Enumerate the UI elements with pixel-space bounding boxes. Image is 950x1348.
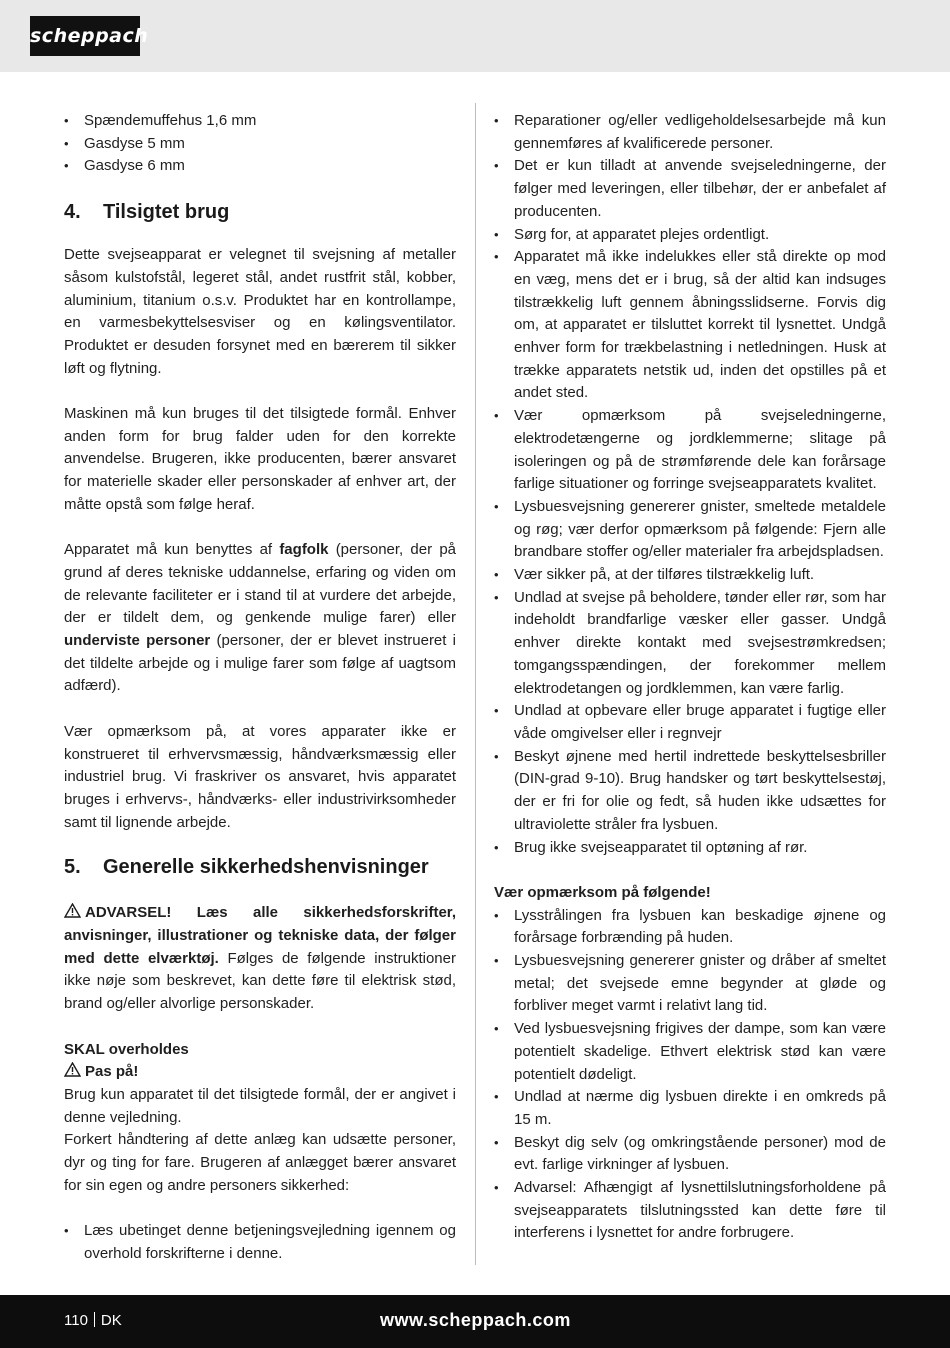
paragraph: Dette svejseapparat er velegnet til svejsning af metaller såsom kulstofstål, legeret stål, andet rustfrit stål, kobber, aluminium, titanium o.s.v. Produktet har en kontrollampe, en varmesbekyttelsesviser og en kølingsventilator. Produktet er desuden forsynet med en bærerem til sikker løft og flytning. (64, 246, 456, 377)
section-5-heading (64, 854, 456, 880)
list-item: • Gasdyse 5 mm (64, 133, 456, 156)
list-item: • Undlad at opbevare eller bruge apparatet i fugtige eller våde omgivelser eller i regnvejr (494, 700, 886, 745)
list-item: • Lysbuesvejsning genererer gnister, smeltede metaldele og røg; vær derfor opmærksom på følgende: Fjern alle brandbare stoffer og/eller materialer fra arbejdspladsen. (494, 496, 886, 564)
safety-list (494, 110, 886, 859)
paragraph: Forkert håndtering af dette anlæg kan udsætte personer, dyr og ting for fare. Brugeren af anlægget bærer ansvaret for sin egen og andre personers sikkerhed: (64, 1131, 456, 1194)
list-item: • Lysstrålingen fra lysbuen kan beskadige øjnene og forårsage forbrænding på huden. (494, 905, 886, 950)
paragraph: Brug kun apparatet til det tilsigtede formål, der er angivet i denne vejledning. (64, 1085, 456, 1126)
attention-list (494, 905, 886, 1246)
parts-list (64, 110, 456, 178)
list-item: • Beskyt dig selv (og omkringstående personer) mod de evt. farlige virkninger af lysbuen. (494, 1132, 886, 1177)
section-number: 4. (64, 201, 81, 224)
left-column (64, 110, 456, 1266)
page-number: 110 DK (64, 1312, 122, 1329)
list-item: • Undlad at svejse på beholdere, tønder eller rør, som har indeholdt brandfarlige væsker eller gasser. Undgå enhver direkte kontakt med svejsestrømkredsen; tomgangsspændingen, der forekommer mellem elektrodetangen og jordklemmen, kan være farlig. (494, 587, 886, 701)
list-item: • Advarsel: Afhængigt af lysnettilslutningsforholdene på svejseapparatets tilslutningssted kan dette føre til interferens i lysnettet for andre forbrugere. (494, 1177, 886, 1245)
bottom-list (64, 1220, 456, 1265)
list-item: • Beskyt øjnene med hertil indrettede beskyttelsesbriller (DIN-grad 9-10). Brug handsker og tørt beskyttelsestøj, der er fri for olie og fedt, så huden ikke udsættes for ultraviolette stråler fra lysbuen. (494, 746, 886, 837)
list-item: • Sørg for, at apparatet plejes ordentligt. (494, 224, 886, 247)
skal-heading: SKAL overholdes (64, 1040, 189, 1058)
list-item: • Vær sikker på, at der tilføres tilstrækkelig luft. (494, 564, 886, 587)
list-item: • Læs ubetinget denne betjeningsvejledning igennem og overhold forskrifterne i denne. (64, 1220, 456, 1265)
caution-label: Pas på! (64, 1061, 456, 1084)
list-item: • Apparatet må ikke indelukkes eller stå direkte op mod en væg, mens det er i brug, så der altid kan indsuges tilstrækkelig luft gennem åbningsslidserne. Forvis dig om, at apparatet er tilsluttet korrekt til lysnettet. Undgå enhver form for trækbelastning i netledningen. Husk at trække apparatets netstik ud, inden det opstilles på et andet sted. (494, 246, 886, 405)
list-item: • Lysbuesvejsning genererer gnister og dråber af smeltet metal; det svejsede emne begynder at gløde og forbliver meget varmt i relativt lang tid. (494, 950, 886, 1018)
paragraph: Maskinen må kun bruges til det tilsigtede formål. Enhver anden form for brug falder uden for den korrekte anvendelse. Brugeren, ikke producenten, bærer ansvaret for materielle skader eller personskader af enhver art, der måtte opstå som følge heraf. (64, 405, 456, 513)
list-item: • Ved lysbuesvejsning frigives der dampe, som kan være potentielt skadelige. Ethvert elektrisk stød kan være potentielt dødeligt. (494, 1018, 886, 1086)
list-item: • Undlad at nærme dig lysbuen direkte i en omkreds på 15 m. (494, 1086, 886, 1131)
page-header (0, 0, 950, 72)
scheppach-logo: scheppach (30, 16, 140, 56)
warning-triangle-icon (64, 903, 81, 918)
page-footer (0, 1295, 950, 1348)
list-item: • Brug ikke svejseapparatet til optøning af rør. (494, 837, 886, 860)
section-title: Tilsigtet brug (103, 201, 230, 224)
list-item: • Det er kun tilladt at anvende svejseledningerne, der følger med leveringen, eller tilbehør, der er anbefalet af producenten. (494, 155, 886, 223)
list-item: • Reparationer og/eller vedligeholdelsesarbejde må kun gennemføres af kvalificerede personer. (494, 110, 886, 155)
separator (94, 1312, 95, 1327)
warning-triangle-icon (64, 1062, 81, 1077)
list-item: • Vær opmærksom på svejseledningerne, elektrodetængerne og jordklemmerne; slitage på isoleringen og på de strømførende dele kan forårsage farlige situationer og forringe svejseapparatets kvalitet. (494, 405, 886, 496)
warning-paragraph: ADVARSEL! Læs alle sikkerhedsforskrifter, anvisninger, illustrationer og tekniske data, der følger med dette elværktøj. Følges de følgende instruktioner ikke nøje som beskrevet, kan dette føre til elektrisk stød, brand og/eller alvorlige personskader. (64, 904, 456, 1013)
section-title: Generelle sikkerhedshenvisninger (103, 856, 429, 879)
list-item: • Spændemuffehus 1,6 mm (64, 110, 456, 133)
paragraph: Vær opmærksom på, at vores apparater ikke er konstrueret til erhvervsmæssig, håndværksmæssig eller industriel brug. Vi fraskriver os ansvaret, hvis apparatet bruges i erhvervs-, håndværks- eller industrivirksomheder samt til lignende arbejde. (64, 722, 456, 831)
website-url: www.scheppach.com (380, 1310, 571, 1330)
section-4-heading (64, 199, 456, 225)
section-number: 5. (64, 856, 81, 879)
subheading: Vær opmærksom på følgende! (494, 883, 711, 901)
paragraph: Apparatet må kun benyttes af fagfolk (personer, der på grund af deres tekniske uddannelse, erfaring og viden om de relevante faciliteter er i stand til at vurdere det arbejde, der er tildelt dem, og genkende mulige farer) eller underviste personer (personer, der er blevet instrueret i det tildelte arbejde og i mulige farer som følge af uagtsom adfærd). (64, 541, 456, 695)
right-column (494, 110, 886, 1245)
list-item: • Gasdyse 6 mm (64, 155, 456, 178)
column-divider (475, 103, 476, 1265)
